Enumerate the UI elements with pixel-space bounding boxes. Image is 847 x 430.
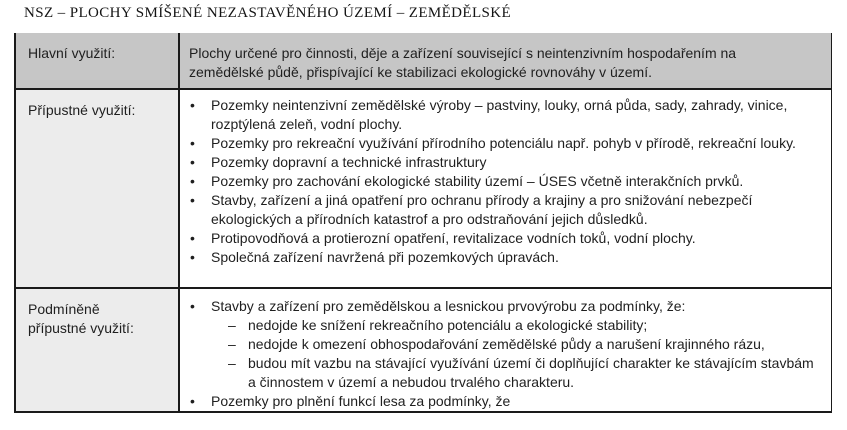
bullet-text: Pozemky dopravní a technické infrastruktury (211, 154, 487, 170)
bullet-item (188, 297, 821, 316)
row-label-cell (16, 33, 180, 88)
bullet-text: Pozemky pro plnění funkcí lesa za podmínky, že (211, 393, 511, 409)
bullet-marker: • (190, 173, 195, 189)
bullet-marker: • (190, 393, 195, 409)
sub-item (228, 354, 821, 392)
bullet-list (180, 90, 831, 287)
table-row-main-use (16, 33, 831, 88)
bullet-item (188, 229, 821, 248)
row-content-cell (180, 33, 831, 88)
bullet-text: Stavby a zařízení pro zemědělskou a lesnickou prvovýrobu za podmínky, že: (211, 298, 686, 314)
page-title: NSZ – PLOCHY SMÍŠENÉ NEZASTAVĚNÉHO ÚZEMÍ – ZEMĚDĚLSKÉ (24, 5, 512, 21)
bullet-marker: • (190, 192, 195, 208)
row-label: Hlavní využití: (28, 45, 116, 61)
bullet-marker: • (190, 135, 195, 151)
bullet-marker: • (190, 97, 195, 113)
bullet-item (188, 248, 821, 267)
row-text: Plochy určené pro činnosti, děje a zařízení související s neintenzivním hospodařením na zemědělské půdě, přispívající ke stabilizaci ekologické rovnováhy v území. (189, 45, 737, 80)
dash-marker: – (228, 317, 236, 333)
bullet-item (188, 191, 821, 229)
sub-item-text: nedojde k omezení obhospodařování zemědělské půdy a narušení krajinného rázu, (248, 336, 765, 352)
land-use-table (14, 33, 832, 413)
row-label-cell (16, 289, 180, 411)
bullet-item (188, 134, 821, 153)
bullet-text: Pozemky neintenzivní zemědělské výroby – pastviny, louky, orná půda, sady, zahrady, vinice, rozptýlená zeleň, vodní plochy. (211, 97, 788, 132)
table-row-conditionally-permitted-use (16, 287, 831, 411)
row-label: Přípustné využití: (28, 102, 136, 118)
bullet-text: Pozemky pro zachování ekologické stability území – ÚSES včetně interakčních prvků. (211, 173, 744, 189)
sub-item (228, 335, 821, 354)
dash-marker: – (228, 355, 236, 371)
bullet-marker: • (190, 298, 195, 314)
bullet-text: Společná zařízení navržená při pozemkových úpravách. (211, 249, 559, 265)
bullet-text: Protipovodňová a protierozní opatření, revitalizace vodních toků, vodní plochy. (211, 230, 696, 246)
bullet-marker: • (190, 249, 195, 265)
bullet-item (188, 392, 821, 411)
bullet-item (188, 96, 821, 134)
row-label: Podmíněně přípustné využití: (28, 301, 134, 336)
bullet-text: Stavby, zařízení a jiná opatření pro ochranu přírody a krajiny a pro snižování nebezpečí ekologických a přírodních katastrof a pro odstraňování jejich důsledků. (211, 192, 753, 227)
table-row-permitted-use (16, 88, 831, 287)
sub-item-text: budou mít vazbu na stávající využívání území či doplňující charakter ke stávajícím stavbám a činnostem v území a nebudou trvalého charakteru. (248, 355, 814, 390)
sub-item-text: nedojde ke snížení rekreačního potenciálu a ekologické stability; (248, 317, 648, 333)
bullet-text: Pozemky pro rekreační využívání přírodního potenciálu např. pohyb v přírodě, rekreační louky. (211, 135, 796, 151)
dash-marker: – (228, 336, 236, 352)
row-label-cell (16, 90, 180, 287)
bullet-item (188, 153, 821, 172)
bullet-item (188, 172, 821, 191)
bullet-marker: • (190, 154, 195, 170)
bullet-marker: • (190, 230, 195, 246)
sub-item (228, 316, 821, 335)
bullet-list (180, 289, 831, 411)
